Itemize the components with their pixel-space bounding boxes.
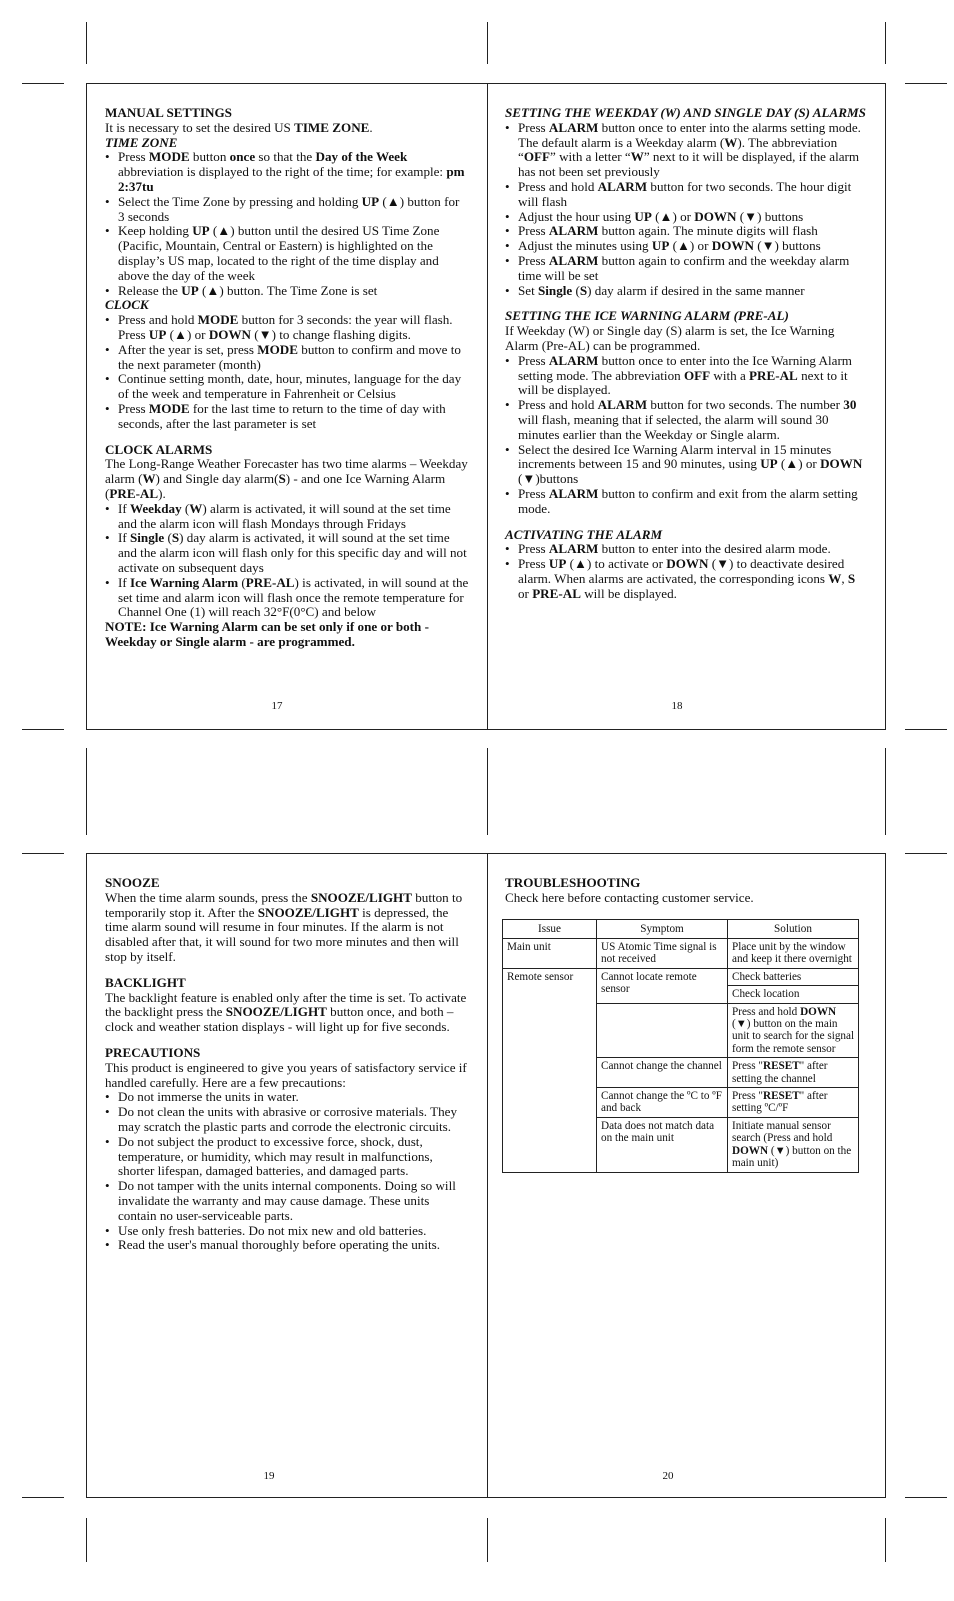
- table-cell: Press and hold DOWN (▼) button on the main unit to search for the signal form the remote sensor: [728, 1003, 859, 1058]
- table-cell: Check location: [728, 986, 859, 1003]
- table-row: [503, 968, 859, 985]
- table-header: Issue: [503, 919, 597, 938]
- ice-alarm-note: NOTE: Ice Warning Alarm can be set only if one or both - Weekday or Single alarm - are programmed.: [105, 619, 429, 649]
- crop-mark: [905, 83, 947, 84]
- table-cell: [597, 1003, 728, 1058]
- table-cell: Cannot locate remote sensor: [597, 968, 728, 1003]
- snooze-heading: SNOOZE: [105, 875, 160, 890]
- crop-mark: [86, 1518, 87, 1562]
- page-18: [505, 106, 869, 602]
- table-cell: Press "RESET" after setting the channel: [728, 1058, 859, 1088]
- table-row: [503, 939, 859, 969]
- list-item: • Press ALARM button to confirm and exit from the alarm setting mode.: [505, 487, 869, 517]
- list-item: • Press ALARM button to enter into the desired alarm mode.: [505, 542, 869, 557]
- list-item: • Release the UP (▲) button. The Time Zone is set: [105, 284, 469, 299]
- troubleshooting-heading: TROUBLESHOOTING: [505, 875, 641, 890]
- list-item: • Press MODE button once so that the Day of the Week abbreviation is displayed to the right of the time; for example: pm 2:37tu: [105, 150, 469, 194]
- time-zone-list: [105, 150, 469, 298]
- page-number: 20: [662, 1470, 674, 1482]
- list-item: • Press ALARM button again to confirm and the weekday alarm time will be set: [505, 254, 869, 284]
- list-item: • Do not clean the units with abrasive or corrosive materials. They may scratch the plastic parts and corrode the electronic circuits.: [105, 1105, 469, 1135]
- crop-mark: [22, 83, 64, 84]
- list-item: • Press ALARM button once to enter into the Ice Warning Alarm setting mode. The abbreviation OFF with a PRE-AL next to it will be displayed.: [505, 354, 869, 398]
- table-cell: US Atomic Time signal is not received: [597, 939, 728, 969]
- crop-mark: [487, 1518, 488, 1562]
- crop-mark: [905, 1497, 947, 1498]
- list-item: • Do not subject the product to excessive force, shock, dust, temperature, or humidity, which may result in malfunctions, shorter lifespan, damaged batteries, and damaged parts.: [105, 1135, 469, 1179]
- clock-heading: CLOCK: [105, 297, 149, 313]
- crop-mark: [487, 22, 488, 64]
- table-header: Symptom: [597, 919, 728, 938]
- list-item: • Select the desired Ice Warning Alarm interval in 15 minutes increments between 15 and 90 minutes, using UP (▲) or DOWN (▼)buttons: [505, 443, 869, 487]
- page-number: 18: [671, 700, 683, 712]
- table-cell: Cannot change the ºC to ºF and back: [597, 1088, 728, 1118]
- list-item: • Read the user's manual thoroughly before operating the units.: [105, 1238, 469, 1253]
- ice-warning-list: [505, 354, 869, 517]
- clock-alarms-heading: CLOCK ALARMS: [105, 441, 213, 457]
- page-17: [105, 106, 469, 650]
- list-item: • Do not tamper with the units internal components. Doing so will invalidate the warranty and may cause damage. These units contain no user-serviceable parts.: [105, 1179, 469, 1223]
- crop-mark: [22, 1497, 64, 1498]
- list-item: • Press and hold ALARM button for two seconds. The hour digit will flash: [505, 180, 869, 210]
- list-item: • Press ALARM button once to enter into the alarms setting mode. The default alarm is a Weekday alarm (W). The abbreviation “OFF” with a letter “W” next to it will be displayed, if the alarm has not been set previously: [505, 121, 869, 180]
- crop-mark: [885, 22, 886, 64]
- list-item: • After the year is set, press MODE button to confirm and move to the next parameter (month): [105, 343, 469, 373]
- list-item: • Do not immerse the units in water.: [105, 1090, 469, 1105]
- table-cell: Initiate manual sensor search (Press and hold DOWN (▼) button on the main unit): [728, 1117, 859, 1172]
- troubleshooting-intro: Check here before contacting customer service.: [505, 889, 754, 905]
- list-item: • Continue setting month, date, hour, minutes, language for the day of the week and temperature in Fahrenheit or Celsius: [105, 372, 469, 402]
- table-header: Solution: [728, 919, 859, 938]
- list-item: • Adjust the hour using UP (▲) or DOWN (▼) buttons: [505, 210, 869, 225]
- crop-mark: [885, 1518, 886, 1562]
- snooze-text: When the time alarm sounds, press the SNOOZE/LIGHT button to temporarily stop it. After the SNOOZE/LIGHT is depressed, the time alarm sound will resume in four minutes. If the alarm is not disabled after that, it will sound for two more minutes and then will stop by itself.: [105, 889, 463, 964]
- manual-settings-intro: It is necessary to set the desired US TIME ZONE.: [105, 119, 373, 135]
- precautions-list: [105, 1090, 469, 1253]
- crop-mark: [885, 748, 886, 835]
- time-zone-heading: TIME ZONE: [105, 134, 178, 150]
- table-cell: Remote sensor: [503, 968, 597, 1172]
- page-number: 17: [271, 700, 283, 712]
- list-item: • If Ice Warning Alarm (PRE-AL) is activated, in will sound at the set time and alarm icon will flash once the remote temperature for Channel One (1) will reach 32°F(0°C) and below: [105, 576, 469, 620]
- crop-mark: [86, 22, 87, 64]
- table-cell: Data does not match data on the main unit: [597, 1117, 728, 1172]
- page-19: [105, 876, 469, 1253]
- list-item: • Select the Time Zone by pressing and holding UP (▲) button for 3 seconds: [105, 195, 469, 225]
- table-cell: Check batteries: [728, 968, 859, 985]
- table-header-row: [503, 919, 859, 938]
- weekday-single-alarm-list: [505, 121, 869, 299]
- crop-mark: [487, 748, 488, 835]
- top-spread-divider: [487, 83, 488, 730]
- precautions-intro: This product is engineered to give you years of satisfactory service if handled carefully. Here are a few precautions:: [105, 1059, 467, 1090]
- backlight-heading: BACKLIGHT: [105, 974, 186, 990]
- list-item: • Set Single (S) day alarm if desired in the same manner: [505, 284, 869, 299]
- list-item: • If Single (S) day alarm is activated, it will sound at the set time and the alarm icon will flash only for this specific day and will not activate on subsequent days: [105, 531, 469, 575]
- crop-mark: [905, 729, 947, 730]
- table-cell: Cannot change the channel: [597, 1058, 728, 1088]
- clock-alarms-list: [105, 502, 469, 620]
- clock-list: [105, 313, 469, 431]
- list-item: • Press and hold ALARM button for two seconds. The number 30 will flash, meaning that if selected, the alarm will sound 30 minutes earlier than the Weekday or Single alarm.: [505, 398, 869, 442]
- ice-warning-intro: If Weekday (W) or Single day (S) alarm is set, the Ice Warning Alarm (Pre-AL) can be programmed.: [505, 323, 835, 353]
- troubleshooting-table: [502, 919, 859, 1173]
- ice-warning-heading: SETTING THE ICE WARNING ALARM (PRE-AL): [505, 308, 789, 324]
- bottom-spread-divider: [487, 853, 488, 1498]
- precautions-heading: PRECAUTIONS: [105, 1044, 201, 1060]
- list-item: • Press and hold MODE button for 3 seconds: the year will flash. Press UP (▲) or DOWN (▼) to change flashing digits.: [105, 313, 469, 343]
- table-cell: Press "RESET" after setting ºC/ºF: [728, 1088, 859, 1118]
- crop-mark: [905, 853, 947, 854]
- list-item: • Use only fresh batteries. Do not mix new and old batteries.: [105, 1224, 469, 1239]
- page-number: 19: [263, 1470, 275, 1482]
- list-item: • Press UP (▲) to activate or DOWN (▼) to deactivate desired alarm. When alarms are activated, the corresponding icons W, S or PRE-AL will be displayed.: [505, 557, 869, 601]
- crop-mark: [22, 853, 64, 854]
- crop-mark: [86, 748, 87, 835]
- list-item: • Press ALARM button again. The minute digits will flash: [505, 224, 869, 239]
- backlight-text: The backlight feature is enabled only after the time is set. To activate the backlight press the SNOOZE/LIGHT button once, and both – clock and weather station displays - will light up for five seconds.: [105, 989, 467, 1035]
- list-item: • Keep holding UP (▲) button until the desired US Time Zone (Pacific, Mountain, Central or Eastern) is highlighted on the display’s US map, located to the right of the time display and above the day of the week: [105, 224, 469, 283]
- manual-settings-heading: MANUAL SETTINGS: [105, 105, 232, 120]
- clock-alarms-intro: The Long-Range Weather Forecaster has two time alarms – Weekday alarm (W) and Single day alarm(S) - and one Ice Warning Alarm (PRE-AL).: [105, 456, 468, 501]
- activating-alarm-heading: ACTIVATING THE ALARM: [505, 526, 663, 542]
- list-item: • If Weekday (W) alarm is activated, it will sound at the set time and the alarm icon will flash Mondays through Fridays: [105, 502, 469, 532]
- table-cell: Main unit: [503, 939, 597, 969]
- table-cell: Place unit by the window and keep it there overnight: [728, 939, 859, 969]
- activating-alarm-list: [505, 542, 869, 601]
- weekday-single-alarm-heading: SETTING THE WEEKDAY (W) AND SINGLE DAY (S) ALARMS: [505, 105, 866, 120]
- list-item: • Press MODE for the last time to return to the time of day with seconds, after the last parameter is set: [105, 402, 469, 432]
- crop-mark: [22, 729, 64, 730]
- list-item: • Adjust the minutes using UP (▲) or DOWN (▼) buttons: [505, 239, 869, 254]
- page-20: [505, 876, 869, 1173]
